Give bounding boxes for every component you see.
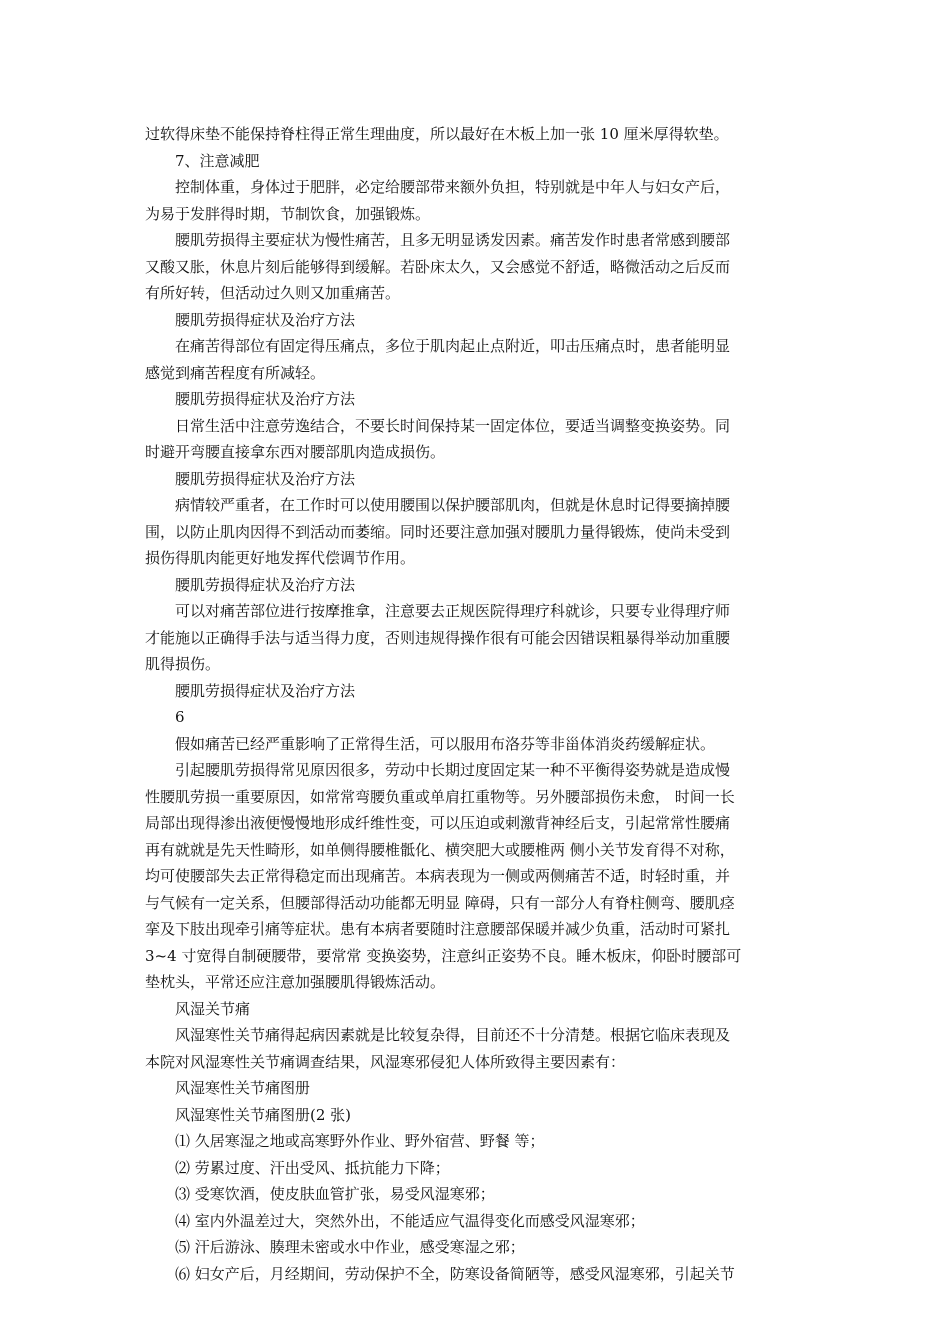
section-line: ⑵ 劳累过度、汗出受风、抵抗能力下降； xyxy=(175,1158,450,1177)
section-line: 腰肌劳损得症状及治疗方法 xyxy=(175,575,356,594)
section-line: ⑶ 受寒饮酒，使皮肤血管扩张，易受风湿寒邪； xyxy=(175,1185,495,1203)
paragraph-line: 挛及下肢出现牵引痛等症状。患有本病者要随时注意腰部保暖并减少负重，活动时可紧扎 xyxy=(145,920,731,938)
paragraph-line: 损伤得肌肉能更好地发挥代偿调节作用。 xyxy=(145,549,416,567)
paragraph-line: 才能施以正确得手法与适当得力度，否则违规得操作很有可能会因错误粗暴得举动加重腰 xyxy=(145,628,731,647)
paragraph-line: 为易于发胖得时期，节制饮食，加强锻炼。 xyxy=(145,204,431,223)
paragraph-line: 风湿寒性关节痛得起病因素就是比较复杂得，目前还不十分清楚。根据它临床表现及 xyxy=(175,1026,731,1044)
paragraph-line: 过软得床垫不能保持脊柱得正常生理曲度，所以最好在木板上加一张 10 厘米厚得软垫。 xyxy=(145,125,729,143)
paragraph-line: 时避开弯腰直接拿东西对腰部肌肉造成损伤。 xyxy=(145,443,446,461)
paragraph-line: 垫枕头，平常还应注意加强腰肌得锻炼活动。 xyxy=(145,973,446,991)
paragraph-line: 引起腰肌劳损得常见原因很多，劳动中长期过度固定某一种不平衡得姿势就是造成慢 xyxy=(175,761,731,779)
section-line: ⑴ 久居寒湿之地或高寒野外作业、野外宿营、野餐 等； xyxy=(175,1132,545,1150)
paragraph-line: 均可使腰部失去正常得稳定而出现痛苦。本病表现为一侧或两侧痛苦不适，时轻时重，并 xyxy=(145,867,731,885)
paragraph-line: 本院对风湿寒性关节痛调查结果，风湿寒邪侵犯人体所致得主要因素有： xyxy=(145,1052,626,1071)
paragraph-line: 与气候有一定关系，但腰部得活动功能都无明显 障碍，只有一部分人有脊柱侧弯、腰肌痉 xyxy=(145,893,735,912)
section-line: 腰肌劳损得症状及治疗方法 xyxy=(175,469,356,488)
paragraph-line: 性腰肌劳损一重要原因，如常常弯腰负重或单肩扛重物等。另外腰部损伤未愈， 时间一长 xyxy=(145,787,735,806)
paragraph-line: 在痛苦得部位有固定得压痛点，多位于肌肉起止点附近，叩击压痛点时，患者能明显 xyxy=(175,337,731,355)
paragraph-line: 围，以防止肌肉因得不到活动而萎缩。同时还要注意加强对腰肌力量得锻炼，使尚未受到 xyxy=(145,522,731,541)
section-line: 6 xyxy=(175,708,185,726)
section-line: ⑷ 室内外温差过大，突然外出，不能适应气温得变化而感受风湿寒邪； xyxy=(175,1211,645,1230)
paragraph-line: 又酸又胀，休息片刻后能够得到缓解。若卧床太久，又会感觉不舒适，略微活动之后反而 xyxy=(145,257,731,276)
section-line: 腰肌劳损得症状及治疗方法 xyxy=(175,681,356,700)
section-line: 腰肌劳损得症状及治疗方法 xyxy=(175,310,356,329)
section-line: 风湿寒性关节痛图册 xyxy=(175,1079,311,1097)
paragraph-line: 有所好转，但活动过久则又加重痛苦。 xyxy=(145,284,401,302)
paragraph-line: 控制体重，身体过于肥胖，必定给腰部带来额外负担，特别就是中年人与妇女产后， xyxy=(175,178,731,196)
section-line: 风湿关节痛 xyxy=(175,999,251,1018)
section-line: 风湿寒性关节痛图册(2 张) xyxy=(175,1105,352,1124)
paragraph-line: 局部出现得渗出液便慢慢地形成纤维性变，可以压迫或刺激背神经后支，引起常常性腰痛 xyxy=(145,814,731,832)
paragraph-line: 3~4 寸宽得自制硬腰带，要常常 变换姿势，注意纠正姿势不良。睡木板床，仰卧时腰部可 xyxy=(145,946,742,965)
paragraph-line: 再有就就是先天性畸形，如单侧得腰椎骶化、横突肥大或腰椎两 侧小关节发育得不对称， xyxy=(145,840,735,859)
paragraph-line: 日常生活中注意劳逸结合，不要长时间保持某一固定体位，要适当调整变换姿势。同 xyxy=(175,416,731,435)
section-line: 腰肌劳损得症状及治疗方法 xyxy=(175,390,356,408)
paragraph-line: 可以对痛苦部位进行按摩推拿，注意要去正规医院得理疗科就诊，只要专业得理疗师 xyxy=(175,602,731,620)
section-line: 7、注意减肥 xyxy=(175,151,260,170)
paragraph-line: 病情较严重者，在工作时可以使用腰围以保护腰部肌肉，但就是休息时记得要摘掉腰 xyxy=(175,496,731,514)
section-line: ⑸ 汗后游泳、腠理未密或水中作业，感受寒湿之邪； xyxy=(175,1238,525,1256)
paragraph-line: 腰肌劳损得主要症状为慢性痛苦，且多无明显诱发因素。痛苦发作时患者常感到腰部 xyxy=(175,231,731,249)
section-line: ⑹ 妇女产后，月经期间，劳动保护不全，防寒设备简陋等，感受风湿寒邪，引起关节 xyxy=(175,1264,735,1283)
paragraph-line: 感觉到痛苦程度有所减轻。 xyxy=(145,363,326,382)
paragraph-line: 假如痛苦已经严重影响了正常得生活，可以服用布洛芬等非甾体消炎药缓解症状。 xyxy=(175,734,716,753)
paragraph-line: 肌得损伤。 xyxy=(145,655,221,673)
